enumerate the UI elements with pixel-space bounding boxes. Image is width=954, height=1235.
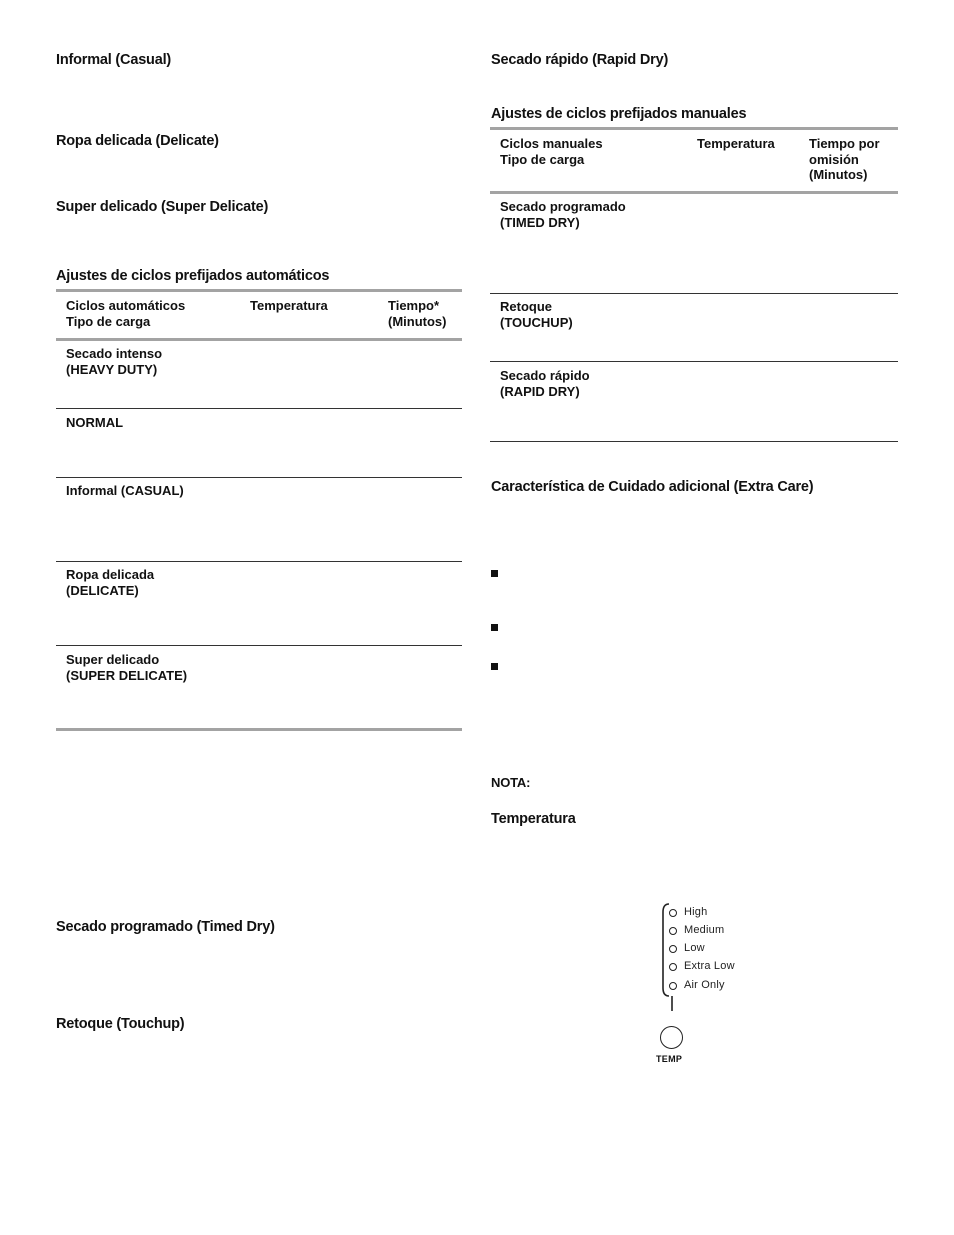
row-divider <box>490 361 898 362</box>
table-bottom-rule <box>490 441 898 442</box>
heading-delicate: Ropa delicada (Delicate) <box>56 133 219 149</box>
led-indicator-icon <box>669 927 677 935</box>
table-row-label: NORMAL <box>66 415 124 430</box>
temp-option-medium: Medium <box>684 924 725 936</box>
heading-extra-care: Característica de Cuidado adicional (Extra Care) <box>491 479 814 495</box>
auto-table-title: Ajustes de ciclos prefijados automáticos <box>56 268 330 284</box>
temp-option-low: Low <box>684 942 705 954</box>
temp-option-high: High <box>684 906 708 918</box>
led-indicator-icon <box>669 982 677 990</box>
row-divider <box>56 477 462 478</box>
bracket-icon <box>655 900 675 1015</box>
col-header-default-time: Tiempo por omisión (Minutos) <box>809 136 880 182</box>
table-top-rule <box>56 289 462 292</box>
col-header-temperature: Temperatura <box>250 298 328 313</box>
table-bottom-rule <box>56 728 462 731</box>
table-row-label: Super delicado (SUPER DELICATE) <box>66 652 188 683</box>
bullet-icon <box>491 624 498 631</box>
col-header-temperature: Temperatura <box>697 136 775 151</box>
table-row-label: Ropa delicada (DELICATE) <box>66 567 155 598</box>
row-divider <box>56 408 462 409</box>
heading-timed-dry: Secado programado (Timed Dry) <box>56 919 275 935</box>
table-top-rule <box>490 127 898 130</box>
led-indicator-icon <box>669 945 677 953</box>
col-header-time: Tiempo* (Minutos) <box>388 298 447 329</box>
temp-button-icon <box>660 1026 683 1049</box>
col-header-cycle: Ciclos manuales Tipo de carga <box>500 136 603 167</box>
temp-option-extra-low: Extra Low <box>684 960 735 972</box>
manual-table-title: Ajustes de ciclos prefijados manuales <box>491 106 747 122</box>
row-divider <box>56 561 462 562</box>
table-row-label: Secado programado (TIMED DRY) <box>500 199 626 230</box>
heading-super-delicate: Super delicado (Super Delicate) <box>56 199 269 215</box>
table-row-label: Retoque (TOUCHUP) <box>500 299 573 330</box>
led-indicator-icon <box>669 963 677 971</box>
heading-touchup: Retoque (Touchup) <box>56 1016 185 1032</box>
heading-rapid-dry: Secado rápido (Rapid Dry) <box>491 52 669 68</box>
table-row-label: Informal (CASUAL) <box>66 483 184 498</box>
col-header-cycle: Ciclos automáticos Tipo de carga <box>66 298 186 329</box>
row-divider <box>490 293 898 294</box>
table-row-label: Secado rápido (RAPID DRY) <box>500 368 590 399</box>
note-label: NOTA: <box>491 775 531 790</box>
row-divider <box>56 645 462 646</box>
bullet-icon <box>491 570 498 577</box>
table-header-rule <box>56 338 462 341</box>
table-row-label: Secado intenso (HEAVY DUTY) <box>66 346 163 377</box>
temp-button-label: TEMP <box>656 1054 683 1064</box>
temp-option-air-only: Air Only <box>684 979 725 991</box>
bullet-icon <box>491 663 498 670</box>
led-indicator-icon <box>669 909 677 917</box>
table-header-rule <box>490 191 898 194</box>
heading-casual: Informal (Casual) <box>56 52 172 68</box>
heading-temperature: Temperatura <box>491 811 576 827</box>
